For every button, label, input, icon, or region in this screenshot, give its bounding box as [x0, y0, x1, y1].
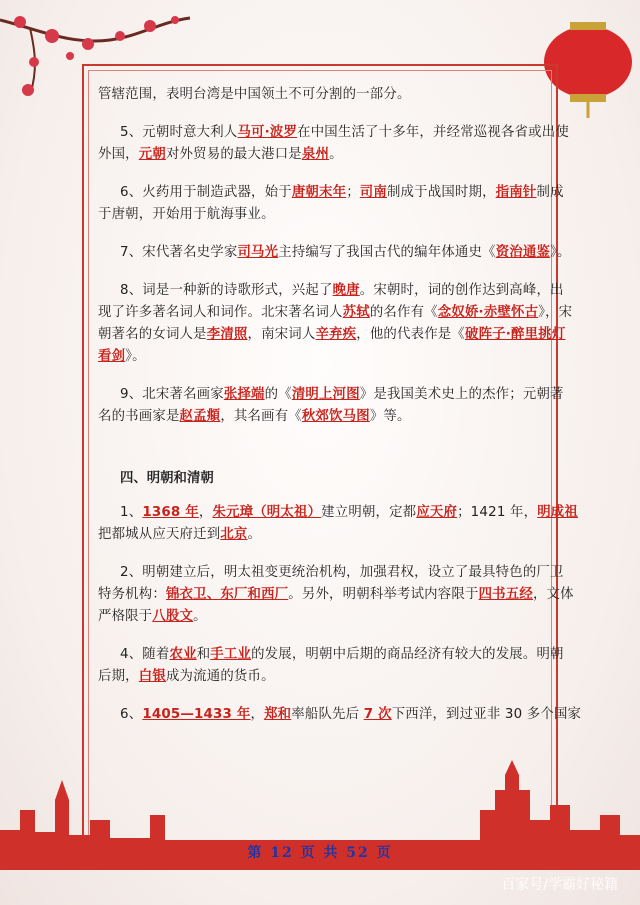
keyword: 泉州	[301, 147, 330, 162]
text: ，南宋词人	[247, 327, 316, 342]
text: 和	[196, 647, 211, 662]
section-heading: 四、明朝和清朝	[120, 471, 214, 486]
text: ，他的代表作是《	[356, 327, 465, 342]
text: 》是我国美术史上的杰作；元朝著	[359, 387, 564, 402]
paragraph-5	[98, 122, 569, 166]
keyword: 手工业	[210, 647, 252, 662]
keyword: 破阵子·醉里挑灯	[464, 327, 566, 342]
text: 9、北宋著名画家	[120, 387, 224, 402]
text: ；	[346, 185, 360, 200]
keyword: 白银	[138, 669, 166, 684]
keyword: 1368 年	[142, 505, 199, 520]
keyword: 秋郊饮马图	[301, 409, 370, 424]
text: 》等。	[369, 409, 411, 424]
keyword: 张择端	[223, 387, 265, 402]
text: 。另外，明朝科举考试内容限于	[288, 587, 479, 602]
text: 6、火药用于制造武器，始于	[120, 185, 292, 200]
text: 》。	[125, 349, 146, 364]
keyword: 念奴娇·赤壁怀古	[437, 305, 539, 320]
text: ，	[198, 505, 213, 520]
text: ，其名画有《	[220, 409, 302, 424]
text: 。	[247, 527, 262, 542]
text: 的《	[264, 387, 292, 402]
text: 4、随着	[120, 647, 170, 662]
text: 的发展，明朝中后期的商品经济有较大的发展。明朝	[251, 647, 564, 662]
text: 的名作有《	[369, 305, 438, 320]
keyword: 八股文	[152, 609, 194, 624]
keyword: 指南针	[495, 185, 537, 200]
keyword: 李清照	[206, 327, 248, 342]
keyword: 明成祖	[537, 505, 578, 520]
keyword: 应天府	[416, 505, 458, 520]
text: 下西洋，到过亚非 30 多个国家	[391, 707, 582, 722]
keyword: 赵孟頫	[179, 409, 221, 424]
text: 6、	[120, 707, 143, 722]
text: 把都城从应天府迁到	[98, 527, 221, 542]
text: 主持编写了我国古代的编年体通史《	[278, 245, 496, 260]
keyword: 司马光	[237, 245, 279, 260]
keyword: 锦衣卫、东厂和西厂	[165, 587, 289, 602]
text: 制成于战国时期，	[386, 185, 496, 200]
keyword: 晚唐	[332, 283, 360, 298]
text: 现了许多著名词人和词作。北宋著名词人	[98, 305, 343, 320]
keyword: 苏轼	[342, 305, 370, 320]
text: 外国，	[98, 147, 139, 162]
watermark-text: 百家号/学霸好秘籍	[501, 877, 618, 893]
text: 严格限于	[98, 609, 153, 624]
text: 对外贸易的最大港口是	[165, 147, 302, 162]
text: ，文体	[532, 587, 574, 602]
keyword: 看剑	[98, 349, 126, 364]
text: 》。	[550, 245, 571, 260]
document-content	[98, 84, 582, 742]
text: 管辖范围，表明台湾是中国领土不可分割的一部分。	[98, 87, 411, 102]
paragraph-m6	[98, 704, 582, 726]
paragraph-9	[98, 384, 564, 428]
paragraph-6	[98, 182, 564, 226]
keyword: 马可·波罗	[237, 125, 298, 140]
text: 朝著名的女词人是	[98, 327, 207, 342]
text: 。宋朝时，词的创作达到高峰，出	[359, 283, 564, 298]
keyword: 辛弃疾	[315, 327, 357, 342]
text: 名的书画家是	[98, 409, 180, 424]
paragraph-m4	[98, 644, 564, 688]
paragraph-8	[98, 280, 573, 368]
keyword: 朱元璋（明太祖）	[212, 505, 322, 520]
keyword: 农业	[169, 647, 197, 662]
text: 建立明朝，定都	[321, 505, 417, 520]
text: 后期，	[98, 669, 139, 684]
text: 率船队先后	[291, 707, 364, 722]
text: 制成	[536, 185, 564, 200]
paragraph-m2	[98, 562, 574, 628]
page-number: 第 12 页 共 52 页	[247, 845, 393, 861]
text: 成为流通的货币。	[165, 669, 275, 684]
text: 8、词是一种新的诗歌形式，兴起了	[120, 283, 333, 298]
text: 1、	[120, 505, 143, 520]
text: 特务机构：	[98, 587, 166, 602]
keyword: 7 次	[363, 707, 392, 722]
keyword: 元朝	[138, 147, 166, 162]
text: 2、明朝建立后，明太祖变更统治机构，加强君权，设立了最具特色的厂卫	[120, 565, 564, 580]
paragraph-taiwan	[98, 84, 544, 106]
text: ；1421 年，	[457, 505, 538, 520]
keyword: 资治通鉴	[495, 245, 551, 260]
keyword: 唐朝末年	[291, 185, 347, 200]
keyword: 四书五经	[478, 587, 533, 602]
keyword: 郑和	[264, 707, 292, 722]
keyword: 北京	[220, 527, 248, 542]
text: 7、宋代著名史学家	[120, 245, 238, 260]
text: 5、元朝时意大利人	[120, 125, 238, 140]
paragraph-7	[98, 242, 571, 264]
text: 》，宋	[538, 305, 573, 320]
text: 。	[329, 147, 343, 162]
keyword: 1405—1433 年	[142, 707, 251, 722]
text: 于唐朝，开始用于航海事业。	[98, 207, 275, 222]
keyword: 清明上河图	[291, 387, 360, 402]
text: 。	[193, 609, 207, 624]
keyword: 司南	[359, 185, 387, 200]
text: ，	[250, 707, 265, 722]
text: 在中国生活了十多年，并经常巡视各省或出使	[297, 125, 569, 140]
paragraph-m1	[98, 502, 578, 546]
